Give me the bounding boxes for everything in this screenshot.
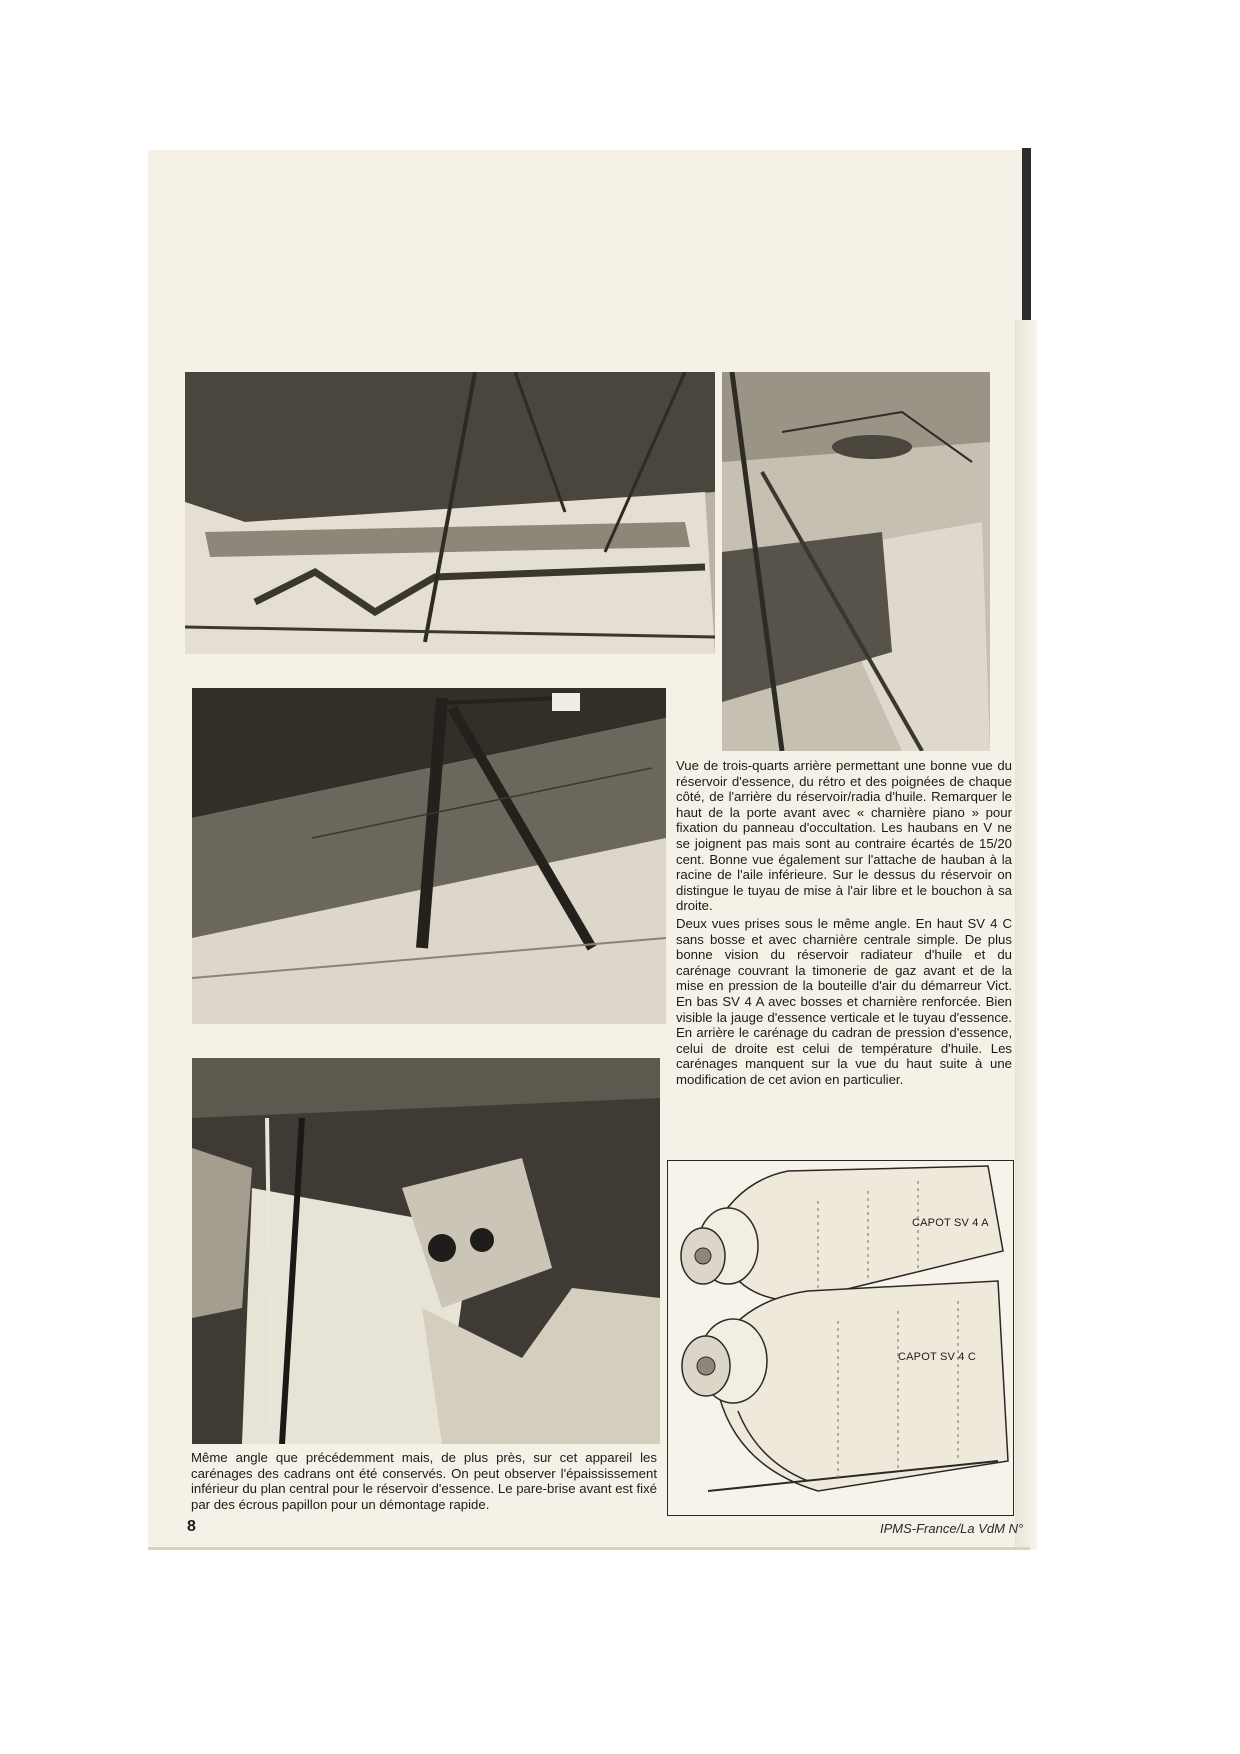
page-bottom-edge xyxy=(148,1547,1030,1550)
caption-cockpit xyxy=(191,1450,657,1514)
caption-right-column xyxy=(676,758,1012,1089)
binding-spine xyxy=(1022,148,1031,320)
label-capot-sv4a: CAPOT SV 4 A xyxy=(912,1217,989,1229)
photo-cockpit-instruments xyxy=(192,1058,660,1444)
caption-three-quarter-rear: Vue de trois-quarts arrière permettant une bonne vue du réservoir d'essence, du rétro et des poignées de chaque côté, de l'arrière du réservoir/radia d'huile. Remarquer le haut de la porte avant avec « charnière piano » pour fixation du panneau d'occultation. Les haubans en V ne se joignent pas mais sont au contraire écartés de 15/20 cent. Bonne vue également sur l'attache de hauban à la racine de l'aile inférieure. Sur le dessus du réservoir on distingue le tuyau de mise à l'air libre et le bouchon à sa droite. xyxy=(676,758,1012,914)
photo-fuel-tank-top xyxy=(185,372,715,654)
photo-three-quarter-rear xyxy=(722,372,990,751)
page-fold-shadow xyxy=(1015,320,1037,1550)
journal-footer: IPMS-France/La VdM N° xyxy=(880,1521,1024,1536)
photo-wing-strut-attach xyxy=(192,688,666,1024)
caption-two-views: Deux vues prises sous le même angle. En haut SV 4 C sans bosse et avec charnière centrale simple. De plus bonne vision du réservoir radiateur d'huile et du carénage couvrant la timonerie de gaz avant et de la mise en pression de la bouteille d'air du démarreur Vict. En bas SV 4 A avec bosses et charnière renforcée. Bien visible la jauge d'essence verticale et le tuyau d'essence. En arrière le carénage du cadran de pression d'essence, celui de droite est celui de température d'huile. Les carénages manquent sur la vue du haut suite à une modification de cet avion en particulier. xyxy=(676,915,1012,1087)
cowling-diagram xyxy=(667,1160,1014,1516)
caption-cockpit-text: Même angle que précédemment mais, de plus près, sur cet appareil les carénages des cadrans ont été conservés. On peut observer l'épaississement inférieur du plan central pour le réservoir d'essence. Le pare-brise avant est fixé par des écrous papillon pour un démontage rapide. xyxy=(191,1450,657,1512)
page-number: 8 xyxy=(187,1518,196,1535)
label-capot-sv4c: CAPOT SV 4 C xyxy=(898,1351,976,1363)
